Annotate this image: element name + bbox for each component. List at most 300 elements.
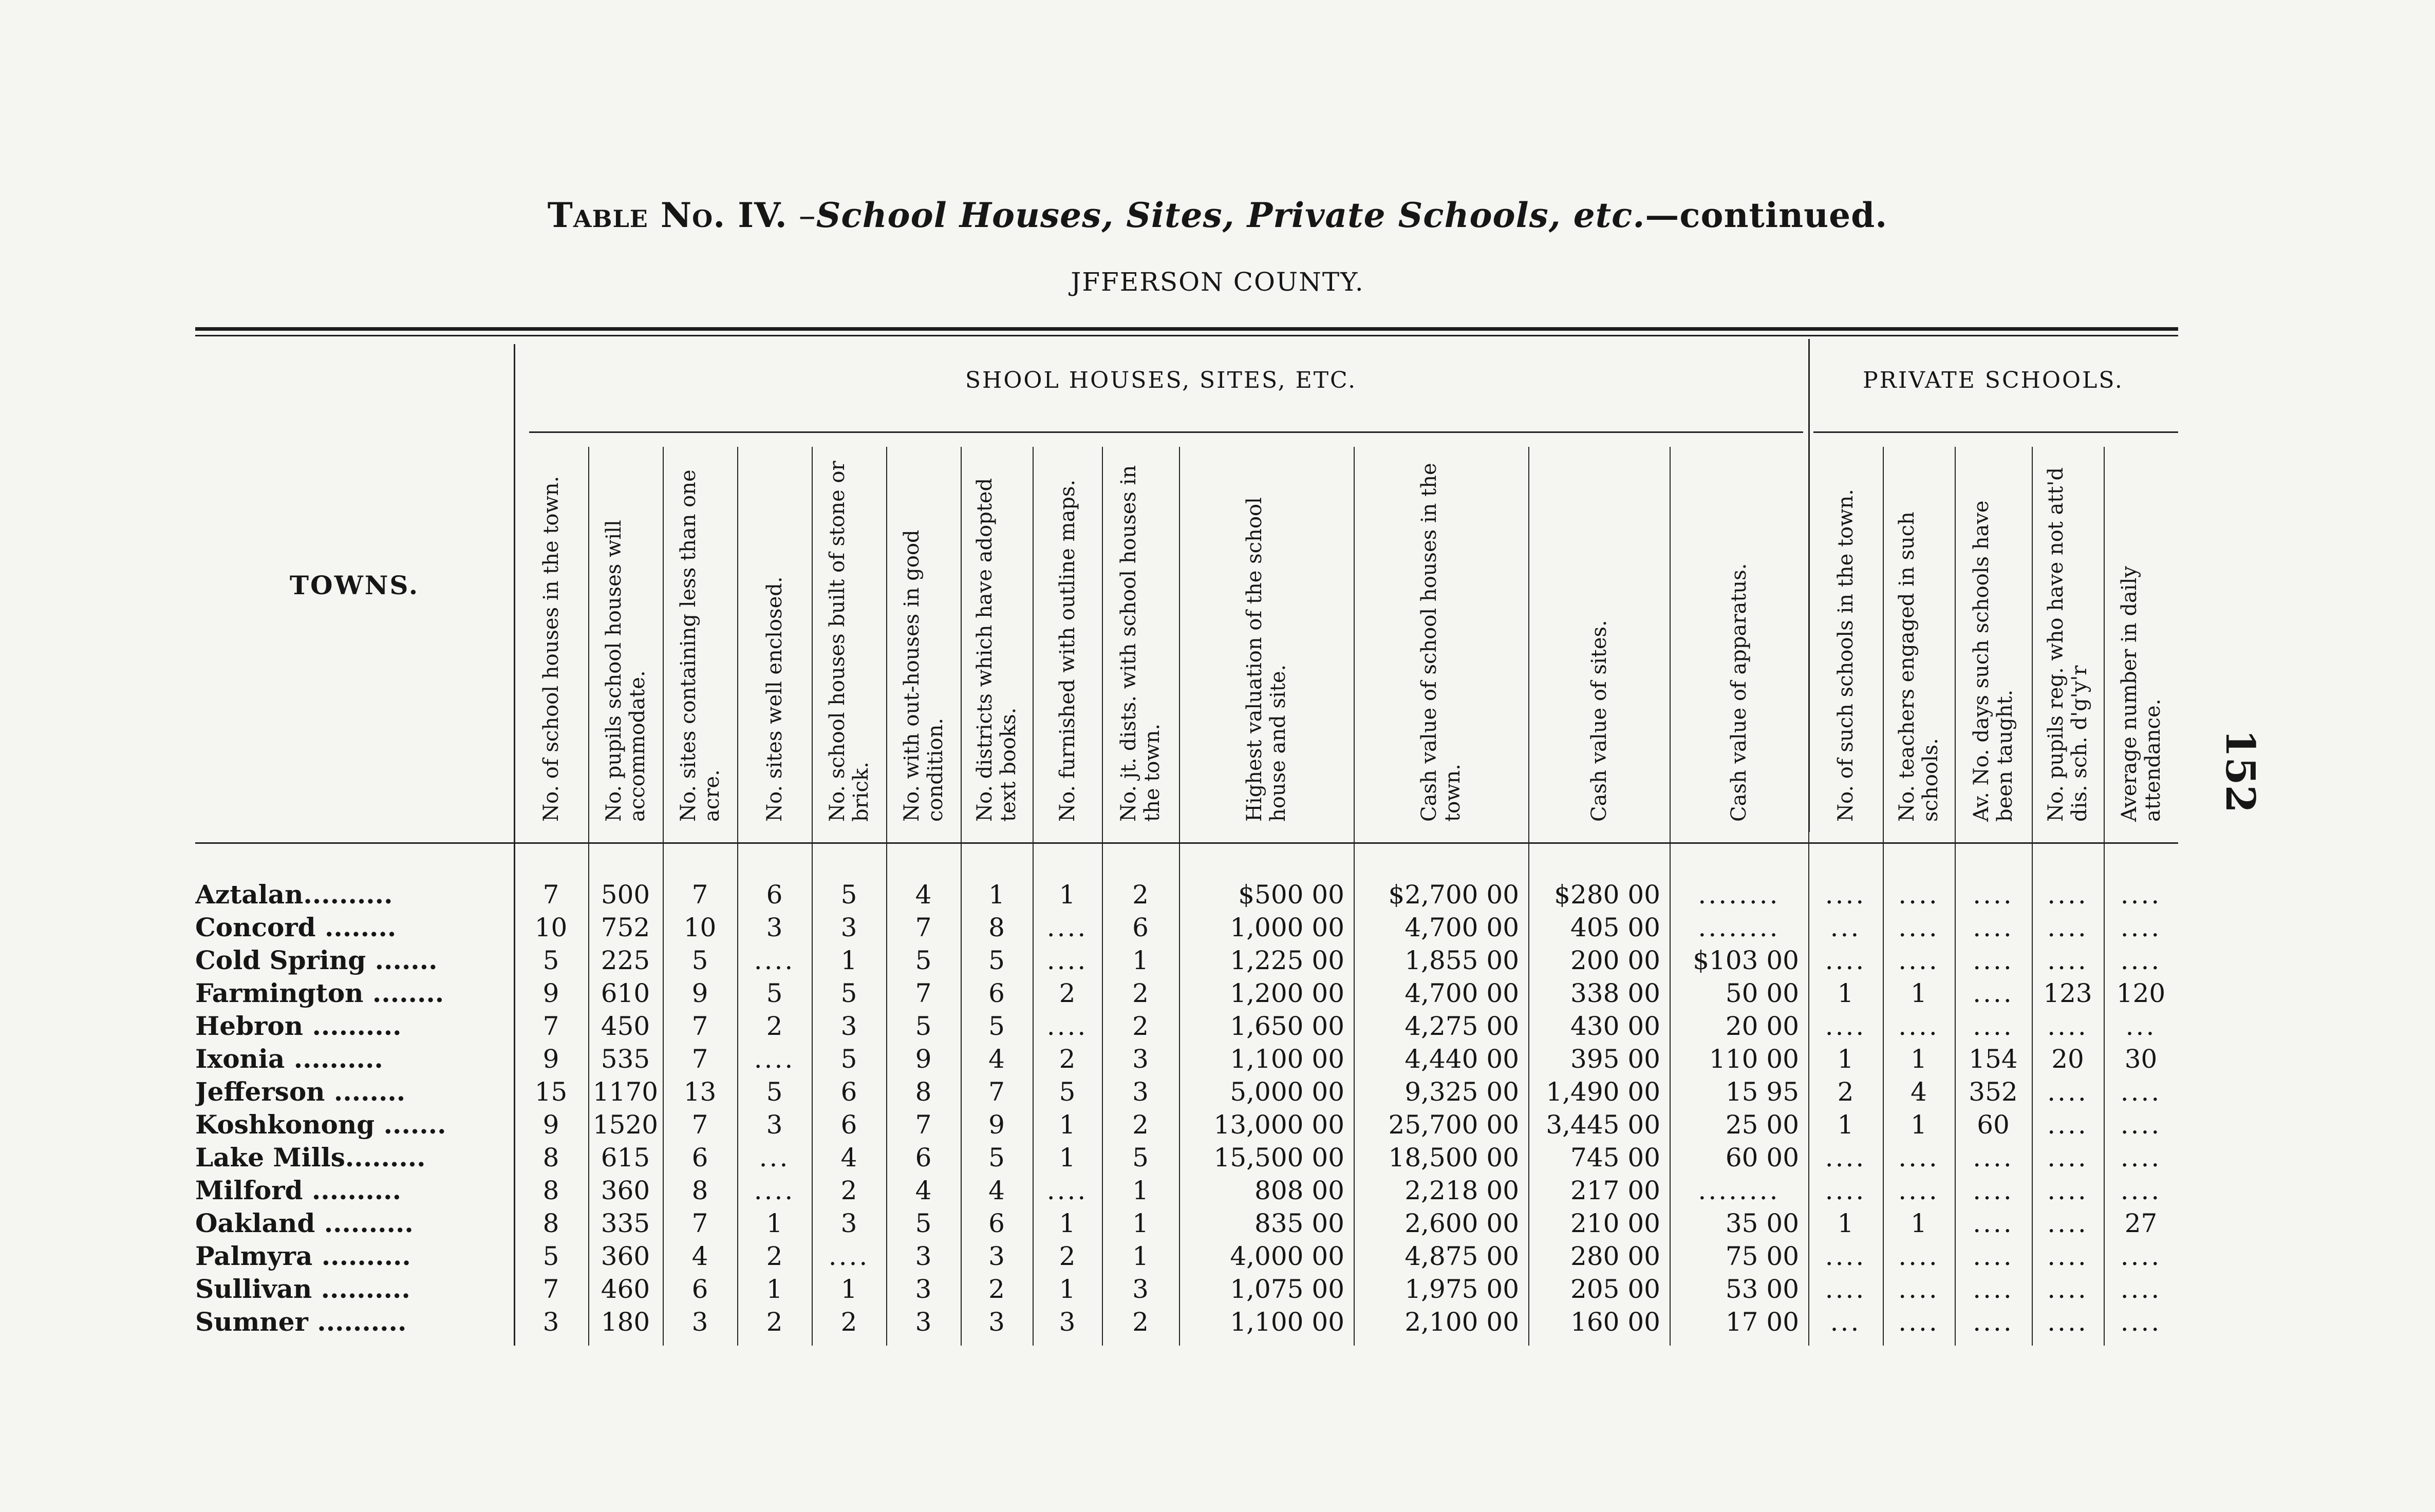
table-cell: .... <box>2047 1241 2088 1271</box>
column-header-9 <box>1102 452 1179 822</box>
table-cell: 7 <box>542 1011 559 1041</box>
table-cell: 110 00 <box>1709 1044 1799 1074</box>
table-cell: 1,855 00 <box>1404 946 1519 975</box>
table-cell: 8 <box>691 1176 708 1205</box>
table-cell: 430 00 <box>1570 1011 1660 1041</box>
town-name: Sullivan .......... <box>195 1274 410 1304</box>
table-cell: 2 <box>1059 1044 1076 1074</box>
group-label-private: PRIVATE SCHOOLS. <box>1863 367 2124 393</box>
table-cell: 2 <box>1837 1077 1854 1107</box>
table-row <box>0 1075 2435 1108</box>
header-bottom-rule <box>195 842 2178 844</box>
table-cell: 5 <box>915 1208 932 1238</box>
table-cell: 1,075 00 <box>1230 1274 1344 1304</box>
table-cell: 1 <box>1837 1044 1854 1074</box>
table-cell: .... <box>1825 1176 1866 1205</box>
table-cell: 280 00 <box>1570 1241 1660 1271</box>
table-cell: 1 <box>1059 1274 1076 1304</box>
table-cell: 10 <box>534 913 568 942</box>
table-cell: 2 <box>766 1241 783 1271</box>
column-header-14 <box>1808 452 1883 822</box>
table-cell: 30 <box>2124 1044 2158 1074</box>
group-label-school: SHOOL HOUSES, SITES, ETC. <box>965 367 1357 393</box>
table-row <box>0 878 2435 911</box>
table-cell: 360 <box>601 1241 650 1271</box>
table-cell: 35 00 <box>1725 1208 1799 1238</box>
table-cell: 1,200 00 <box>1230 978 1344 1008</box>
table-cell: 5 <box>988 946 1005 975</box>
table-cell: ... <box>1830 913 1861 942</box>
table-cell: 1 <box>1910 1044 1927 1074</box>
table-cell: .... <box>2047 1208 2088 1238</box>
table-cell: 450 <box>601 1011 650 1041</box>
column-header-text: No. sites well enclosed. <box>762 576 786 822</box>
table-cell: .... <box>828 1241 870 1271</box>
table-cell: 1 <box>1837 1110 1854 1140</box>
table-cell: 4,700 00 <box>1404 978 1519 1008</box>
table-cell: 1,000 00 <box>1230 913 1344 942</box>
table-cell: .... <box>1898 1143 1939 1173</box>
town-name: Milford .......... <box>195 1175 401 1205</box>
table-cell: .... <box>1825 880 1866 910</box>
table-cell: 8 <box>988 913 1005 942</box>
town-name: Ixonia .......... <box>195 1044 383 1074</box>
table-cell: 1,490 00 <box>1546 1077 1660 1107</box>
table-cell: 1 <box>988 880 1005 910</box>
table-cell: .... <box>1973 1176 2014 1205</box>
table-cell: 1 <box>1910 1208 1927 1238</box>
table-cell: 20 00 <box>1725 1011 1799 1041</box>
column-header-text: No. sites containing less than one acre. <box>676 469 724 822</box>
table-subject: School Houses, Sites, Private Schools, etc. <box>816 195 1645 235</box>
table-cell: 8 <box>542 1208 559 1238</box>
table-cell: .... <box>1973 913 2014 942</box>
table-cell: .... <box>1825 1274 1866 1304</box>
town-name: Aztalan.......... <box>195 879 393 910</box>
town-name: Koshkonong ....... <box>195 1109 446 1140</box>
table-row <box>0 911 2435 944</box>
table-cell: 154 <box>1969 1044 2018 1074</box>
column-header-1 <box>514 452 588 822</box>
table-cell: 3 <box>988 1241 1005 1271</box>
table-cell: 7 <box>542 1274 559 1304</box>
table-cell: 352 <box>1969 1077 2018 1107</box>
table-cell: 9 <box>542 978 559 1008</box>
table-cell: 3 <box>1132 1044 1149 1074</box>
table-cell: 6 <box>691 1274 708 1304</box>
table-cell: .... <box>1973 1307 2014 1337</box>
column-header-13 <box>1670 452 1808 822</box>
table-cell: 1 <box>766 1208 783 1238</box>
table-cell: 4,275 00 <box>1404 1011 1519 1041</box>
table-cell: 1 <box>1059 1110 1076 1140</box>
table-cell: 60 <box>1977 1110 2010 1140</box>
table-cell: 2 <box>766 1011 783 1041</box>
table-cell: 5 <box>915 1011 932 1041</box>
table-cell: .... <box>1825 1143 1866 1173</box>
table-cell: 3 <box>691 1307 708 1337</box>
table-cell: .... <box>2047 1077 2088 1107</box>
table-cell: 5 <box>840 880 857 910</box>
table-cell: 2,218 00 <box>1404 1176 1519 1205</box>
table-cell: 610 <box>601 978 650 1008</box>
column-header-2 <box>588 452 663 822</box>
table-cell: .... <box>1898 1011 1939 1041</box>
table-cell: .... <box>2120 880 2162 910</box>
table-cell: 5 <box>542 1241 559 1271</box>
table-cell: .... <box>2047 880 2088 910</box>
table-cell: 7 <box>691 880 708 910</box>
column-header-15 <box>1883 452 1955 822</box>
table-cell: .... <box>1898 1176 1939 1205</box>
town-name: Hebron .......... <box>195 1011 402 1041</box>
table-cell: .... <box>1898 913 1939 942</box>
table-cell: 7 <box>915 1110 932 1140</box>
table-cell: 1,650 00 <box>1230 1011 1344 1041</box>
town-name: Jefferson ........ <box>195 1076 406 1107</box>
table-cell: 5 <box>1059 1077 1076 1107</box>
table-cell: .... <box>2047 1011 2088 1041</box>
table-cell: 1 <box>1059 1208 1076 1238</box>
table-cell: 3 <box>766 1110 783 1140</box>
table-cell: 5 <box>915 946 932 975</box>
table-cell: 1170 <box>592 1077 659 1107</box>
table-cell: 10 <box>683 913 717 942</box>
table-cell: 745 00 <box>1570 1143 1660 1173</box>
table-cell: 13,000 00 <box>1213 1110 1344 1140</box>
table-row <box>0 1207 2435 1240</box>
table-cell: 2,600 00 <box>1404 1208 1519 1238</box>
table-cell: 8 <box>542 1176 559 1205</box>
table-cell: 17 00 <box>1725 1307 1799 1337</box>
table-cell: .... <box>1973 978 2014 1008</box>
table-cell: 53 00 <box>1725 1274 1799 1304</box>
table-cell: 615 <box>601 1143 650 1173</box>
group-underline-school <box>529 431 1803 433</box>
table-cell: .... <box>1973 880 2014 910</box>
table-cell: .... <box>1825 1241 1866 1271</box>
county-heading: JFFERSON COUNTY. <box>1071 267 1364 297</box>
table-cell: 25,700 00 <box>1388 1110 1519 1140</box>
table-cell: 2 <box>1132 978 1149 1008</box>
table-cell: 4 <box>988 1044 1005 1074</box>
table-cell: .... <box>2120 1307 2162 1337</box>
table-cell: 1 <box>1132 1176 1149 1205</box>
table-cell: 3 <box>840 1011 857 1041</box>
table-cell: 20 <box>2051 1044 2084 1074</box>
table-cell: 27 <box>2124 1208 2158 1238</box>
table-cell: 18,500 00 <box>1388 1143 1519 1173</box>
town-name: Farmington ........ <box>195 978 444 1008</box>
table-cell: 3,445 00 <box>1546 1110 1660 1140</box>
towns-column-header: TOWNS. <box>289 570 420 600</box>
table-cell: 2,100 00 <box>1404 1307 1519 1337</box>
table-cell: 500 <box>601 880 650 910</box>
table-cell: 5 <box>840 978 857 1008</box>
table-cell: .... <box>1046 913 1088 942</box>
table-cell: 2 <box>988 1274 1005 1304</box>
table-cell: .... <box>754 1044 795 1074</box>
table-cell: 3 <box>915 1274 932 1304</box>
table-row <box>0 1273 2435 1306</box>
table-cell: 4 <box>691 1241 708 1271</box>
table-cell: 5 <box>766 978 783 1008</box>
table-cell: .... <box>1898 1307 1939 1337</box>
column-header-12 <box>1528 452 1670 822</box>
table-cell: 1 <box>1059 1143 1076 1173</box>
table-cell: .... <box>1973 1241 2014 1271</box>
town-name: Cold Spring ....... <box>195 945 438 975</box>
column-header-text: No. of school houses in the town. <box>539 476 563 822</box>
column-header-8 <box>1033 452 1102 822</box>
page-number: 152 <box>2217 729 2263 813</box>
table-title <box>0 195 2435 235</box>
table-cell: 13 <box>683 1077 717 1107</box>
table-cell: 7 <box>691 1208 708 1238</box>
column-header-17 <box>2032 452 2104 822</box>
table-cell: 2 <box>840 1176 857 1205</box>
table-cell: 7 <box>691 1011 708 1041</box>
table-cell: 1 <box>766 1274 783 1304</box>
table-row <box>0 977 2435 1010</box>
table-cell: .... <box>1046 1011 1088 1041</box>
table-row <box>0 1043 2435 1075</box>
table-cell: 7 <box>915 913 932 942</box>
table-cell: 3 <box>542 1307 559 1337</box>
table-cell: 1 <box>1837 1208 1854 1238</box>
table-cell: 4 <box>1910 1077 1927 1107</box>
table-row <box>0 1108 2435 1141</box>
table-cell: 2 <box>1132 1110 1149 1140</box>
table-cell: 3 <box>766 913 783 942</box>
table-cell: .... <box>2120 1241 2162 1271</box>
table-cell: 3 <box>840 1208 857 1238</box>
column-header-18 <box>2104 452 2178 822</box>
table-cell: 3 <box>915 1307 932 1337</box>
table-cell: 160 00 <box>1570 1307 1660 1337</box>
table-cell: 405 00 <box>1570 913 1660 942</box>
table-cell: .... <box>1046 1176 1088 1205</box>
table-cell: .... <box>2047 946 2088 975</box>
table-cell: 15,500 00 <box>1213 1143 1344 1173</box>
table-cell: 9 <box>542 1110 559 1140</box>
table-cell: .... <box>1825 946 1866 975</box>
column-header-text: Highest valuation of the school house and site. <box>1243 497 1290 822</box>
table-cell: 1,100 00 <box>1230 1044 1344 1074</box>
column-header-text: No. pupils reg. who have not att'd dis. sch. d'g'y'r <box>2044 467 2091 822</box>
table-cell: 6 <box>1132 913 1149 942</box>
table-row <box>0 1306 2435 1338</box>
table-cell: 123 <box>2043 978 2092 1008</box>
table-cell: 5,000 00 <box>1230 1077 1344 1107</box>
table-cell: 25 00 <box>1725 1110 1799 1140</box>
table-cell: 4 <box>988 1176 1005 1205</box>
table-cell: 7 <box>691 1110 708 1140</box>
table-cell: $280 00 <box>1554 880 1660 910</box>
town-name: Sumner .......... <box>195 1307 407 1337</box>
column-header-16 <box>1955 452 2032 822</box>
table-cell: $2,700 00 <box>1388 880 1519 910</box>
table-cell: ... <box>1830 1307 1861 1337</box>
table-cell: .... <box>2047 1274 2088 1304</box>
table-cell: 1,975 00 <box>1404 1274 1519 1304</box>
table-cell: .... <box>754 1176 795 1205</box>
table-cell: 3 <box>915 1241 932 1271</box>
table-cell: 3 <box>840 913 857 942</box>
table-cell: 7 <box>691 1044 708 1074</box>
table-cell: .... <box>1825 1011 1866 1041</box>
table-cell: 4,440 00 <box>1404 1044 1519 1074</box>
table-cell: .... <box>2120 1176 2162 1205</box>
table-cell: 205 00 <box>1570 1274 1660 1304</box>
table-row <box>0 944 2435 977</box>
table-cell: 3 <box>1132 1077 1149 1107</box>
table-cell: 200 00 <box>1570 946 1660 975</box>
column-header-5 <box>812 452 886 822</box>
table-row <box>0 1240 2435 1273</box>
table-cell: 6 <box>840 1077 857 1107</box>
table-cell: .... <box>2047 1143 2088 1173</box>
group-underline-private <box>1813 431 2178 433</box>
table-cell: 2 <box>1059 1241 1076 1271</box>
table-cell: 6 <box>988 1208 1005 1238</box>
table-cell: 8 <box>542 1143 559 1173</box>
table-cell: 7 <box>988 1077 1005 1107</box>
table-cell: .... <box>2047 913 2088 942</box>
column-header-6 <box>886 452 961 822</box>
table-cell: .... <box>1973 1274 2014 1304</box>
table-cell: .... <box>1898 1241 1939 1271</box>
table-cell: 1 <box>840 1274 857 1304</box>
table-cell: 4 <box>840 1143 857 1173</box>
table-cell: 2 <box>840 1307 857 1337</box>
town-name: Palmyra .......... <box>195 1241 411 1271</box>
column-header-3 <box>663 452 737 822</box>
table-cell: .... <box>1973 1208 2014 1238</box>
column-header-10 <box>1179 452 1354 822</box>
table-cell: .... <box>2120 1110 2162 1140</box>
table-cell: .... <box>1973 946 2014 975</box>
table-cell: 1,225 00 <box>1230 946 1344 975</box>
table-cell: 5 <box>840 1044 857 1074</box>
table-cell: 8 <box>915 1077 932 1107</box>
table-cell: 338 00 <box>1570 978 1660 1008</box>
table-cell: 217 00 <box>1570 1176 1660 1205</box>
table-cell: 1,100 00 <box>1230 1307 1344 1337</box>
town-name: Lake Mills......... <box>195 1142 426 1173</box>
table-cell: 5 <box>691 946 708 975</box>
column-header-text: Cash value of apparatus. <box>1727 563 1751 822</box>
table-cell: 6 <box>766 880 783 910</box>
table-cell: 2 <box>1132 1011 1149 1041</box>
table-cell: ........ <box>1698 880 1780 910</box>
title-continued: —continued. <box>1645 195 1888 235</box>
table-cell: .... <box>2120 1077 2162 1107</box>
table-cell: 9 <box>691 978 708 1008</box>
table-cell: 1 <box>1059 880 1076 910</box>
column-header-text: Cash value of school houses in the town. <box>1417 463 1465 822</box>
table-cell: 75 00 <box>1725 1241 1799 1271</box>
column-header-4 <box>737 452 812 822</box>
table-cell: 50 00 <box>1725 978 1799 1008</box>
table-cell: 1 <box>1910 978 1927 1008</box>
table-cell: .... <box>2120 1274 2162 1304</box>
table-cell: 5 <box>766 1077 783 1107</box>
column-header-text: No. jt. dists. with school houses in the town. <box>1117 465 1164 822</box>
table-number: Table No. IV. <box>547 195 788 235</box>
town-name: Oakland .......... <box>195 1208 414 1238</box>
table-cell: .... <box>2047 1307 2088 1337</box>
table-cell: 5 <box>988 1011 1005 1041</box>
town-name: Concord ........ <box>195 912 397 942</box>
column-header-text: Cash value of sites. <box>1587 620 1611 822</box>
table-cell: 7 <box>542 880 559 910</box>
column-header-text: No. districts which have adopted text books. <box>973 478 1020 822</box>
table-cell: 4,000 00 <box>1230 1241 1344 1271</box>
column-header-11 <box>1354 452 1528 822</box>
table-cell: 4 <box>915 880 932 910</box>
title-dash: – <box>787 196 816 235</box>
table-cell: $103 00 <box>1693 946 1799 975</box>
table-cell: 460 <box>601 1274 650 1304</box>
table-cell: 9 <box>915 1044 932 1074</box>
table-cell: .... <box>1973 1143 2014 1173</box>
table-cell: 225 <box>601 946 650 975</box>
table-cell: ........ <box>1698 1176 1780 1205</box>
table-cell: 1 <box>1132 1208 1149 1238</box>
table-cell: 180 <box>601 1307 650 1337</box>
column-header-7 <box>961 452 1033 822</box>
column-header-text: No. school houses built of stone or brick. <box>825 461 873 822</box>
column-header-text: No. pupils school houses will accommodate. <box>602 520 649 822</box>
table-cell: 120 <box>2116 978 2166 1008</box>
table-cell: 5 <box>542 946 559 975</box>
table-cell: 535 <box>601 1044 650 1074</box>
table-cell: 9 <box>988 1110 1005 1140</box>
column-header-text: No. furnished with outline maps. <box>1055 479 1079 822</box>
column-header-text: No. teachers engaged in such schools. <box>1895 512 1942 822</box>
table-cell: ........ <box>1698 913 1780 942</box>
table-cell: 2 <box>1132 1307 1149 1337</box>
table-cell: 1 <box>840 946 857 975</box>
table-cell: .... <box>1046 946 1088 975</box>
table-cell: 60 00 <box>1725 1143 1799 1173</box>
table-cell: 1 <box>1910 1110 1927 1140</box>
table-cell: .... <box>2120 1143 2162 1173</box>
table-cell: 5 <box>988 1143 1005 1173</box>
table-cell: 808 00 <box>1254 1176 1344 1205</box>
table-cell: 7 <box>915 978 932 1008</box>
table-cell: 3 <box>1132 1274 1149 1304</box>
table-cell: 6 <box>988 978 1005 1008</box>
table-cell: ... <box>2125 1011 2157 1041</box>
table-cell: .... <box>2047 1176 2088 1205</box>
table-cell: .... <box>1973 1011 2014 1041</box>
table-cell: $500 00 <box>1238 880 1344 910</box>
column-header-text: No. of such schools in the town. <box>1833 489 1858 822</box>
table-cell: 4,700 00 <box>1404 913 1519 942</box>
table-cell: 15 <box>534 1077 568 1107</box>
table-row <box>0 1010 2435 1043</box>
table-cell: 335 <box>601 1208 650 1238</box>
table-cell: .... <box>2120 913 2162 942</box>
table-cell: 1 <box>1837 978 1854 1008</box>
table-cell: 4,875 00 <box>1404 1241 1519 1271</box>
top-rule-thick <box>195 327 2178 331</box>
table-cell: ... <box>759 1143 790 1173</box>
table-cell: .... <box>2047 1110 2088 1140</box>
table-cell: 1 <box>1132 946 1149 975</box>
